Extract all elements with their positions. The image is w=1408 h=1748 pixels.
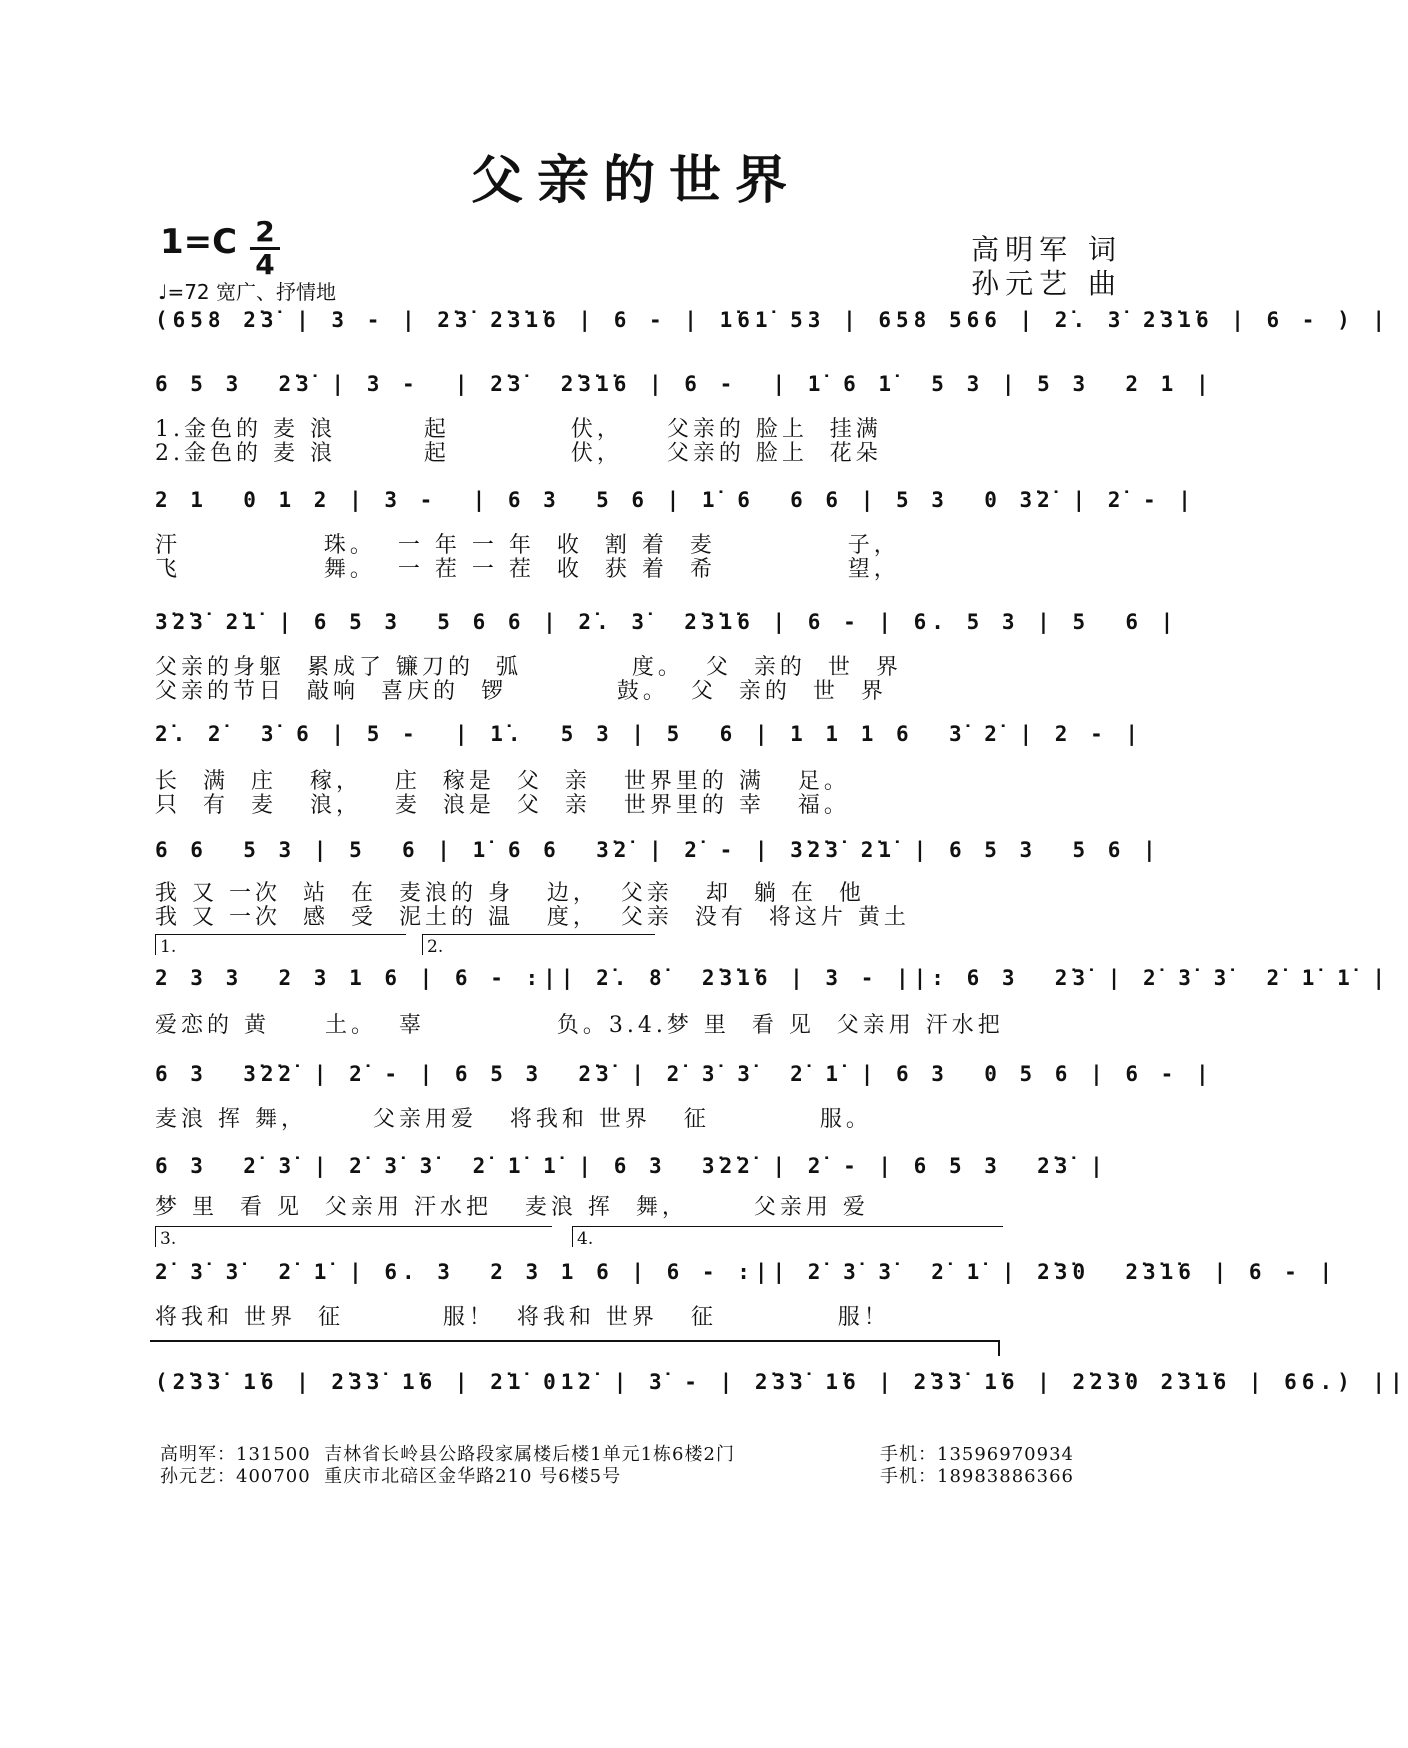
score-line-2: 6 5 3 2̇3̇ | 3 - | 2̇3̇ 2̇3̇1̇6 | 6 - | 1̇ 6 1̇ 5 3 | 5 3 2 1 | [155,372,1214,396]
score-line-10: 2̇ 3̇ 3̇ 2̇ 1̇ | 6. 3 2 3 1 6 | 6 - :|| 2̇ 3̇ 3̇ 2̇ 1̇ | 2̇3̇0 2̇3̇1̇6 | 6 - | [155,1260,1338,1284]
score-line-9: 6 3 2̇ 3̇ | 2̇ 3̇ 3̇ 2̇ 1̇ 1̇ | 6 3 3̇2̇2̇ | 2̇ - | 6 5 3 2̇3̇ | [155,1154,1108,1178]
tempo-text: =72 宽广、抒情地 [167,280,337,304]
key-signature: 1=C [160,222,238,262]
lyric-line-5-verse-2: 只 有 麦 浪， 麦 浪是 父 亲 世界里的 幸 福。 [155,793,850,818]
volta-4-bracket: 4. [572,1226,1003,1247]
score-line-11: (2̇3̇3̇ 1̇6 | 2̇3̇3̇ 1̇6 | 2̇1̇ 01̇2̇ | 3̇ - | 2̇3̇3̇ 1̇6 | 2̇3̇3̇ 1̇6 | 2̇2̇3̇0 2̇3̇1̇6 | 66.) || [155,1370,1408,1394]
volta-1-bracket: 1. [155,934,406,955]
footer-phone-lyricist: 手机：13596970934 [880,1444,1074,1465]
meter-bottom: 4 [255,248,275,281]
lyricist-credit: 高明军 词 [971,233,1122,266]
score-line-8: 6 3 3̇2̇2̇ | 2̇ - | 6 5 3 2̇3̇ | 2̇ 3̇ 3̇ 2̇ 1̇ | 6 3 0 5 6 | 6 - | [155,1062,1214,1086]
lyric-line-6-verse-1: 我 又 一次 站 在 麦浪的 身 边， 父亲 却 躺 在 他 [155,881,865,906]
composer-credit: 孙元艺 曲 [971,267,1122,300]
volta-2-bracket: 2. [422,934,655,955]
page-title: 父亲的世界 [470,151,801,211]
lyric-line-10: 将我和 世界 征 服！ 将我和 世界 征 服！ [155,1305,890,1330]
lyric-line-6-verse-2: 我 又 一次 感 受 泥土的 温 度， 父亲 没有 将这片 黄土 [155,905,910,930]
time-signature [250,215,280,281]
lyric-line-3-verse-1: 汗 珠。 一 年 一 年 收 割 着 麦 子， [155,533,900,558]
lyric-line-2-verse-1: 1.金色的 麦 浪 起 伏， 父亲的 脸上 挂满 [155,417,882,442]
score-line-3: 2 1 0 1 2 | 3 - | 6 3 5 6 | 1̇ 6 6 6 | 5 3 0 3̇2̇ | 2̇ - | [155,488,1196,512]
lyric-line-9: 梦 里 看 见 父亲用 汗水把 麦浪 挥 舞， 父亲用 爱 [155,1195,869,1220]
quarter-note-icon: ♩ [158,280,168,304]
score-line-1: (658 2̇3̇ | 3 - | 2̇3̇ 2̇3̇1̇6 | 6 - | 1̇61̇ 53 | 658 566 | 2̇. 3̇ 2̇3̇1̇6 | 6 - ) | [155,308,1391,332]
footer-contact-lyricist: 高明军：131500 吉林省长岭县公路段家属楼后楼1单元1栋6楼2门 [160,1444,735,1465]
lyric-line-8: 麦浪 挥 舞， 父亲用爱 将我和 世界 征 服。 [155,1107,872,1132]
score-line-7: 2 3 3 2 3 1 6 | 6 - :|| 2̇. 8̇ 2̇3̇1̇6 | 3 - ||: 6 3 2̇3̇ | 2̇ 3̇ 3̇ 2̇ 1̇ 1̇ | [155,966,1391,990]
score-line-5: 2̇. 2̇ 3̇ 6 | 5 - | 1̇. 5 3 | 5 6 | 1 1 1 6 3̇ 2̇ | 2 - | [155,722,1144,746]
lyric-line-4-verse-2: 父亲的节日 敲响 喜庆的 锣 鼓。 父 亲的 世 界 [155,679,887,704]
meter-top: 2 [255,215,275,248]
volta-3-bracket: 3. [155,1226,552,1247]
outro-bracket-end [998,1340,1000,1356]
outro-bracket-rule [150,1340,1000,1342]
lyric-line-3-verse-2: 飞 舞。 一 茬 一 茬 收 获 着 希 望， [155,557,900,582]
footer-contact-composer: 孙元艺：400700 重庆市北碚区金华路210 号6楼5号 [160,1466,622,1487]
score-line-6: 6 6 5 3 | 5 6 | 1̇ 6 6 3̇2̇ | 2̇ - | 3̇2̇3̇ 2̇1̇ | 6 5 3 5 6 | [155,838,1161,862]
lyric-line-5-verse-1: 长 满 庄 稼， 庄 稼是 父 亲 世界里的 满 足。 [155,769,850,794]
lyric-line-2-verse-2: 2.金色的 麦 浪 起 伏， 父亲的 脸上 花朵 [155,441,882,466]
lyric-line-7: 爱恋的 黄 土。 辜 负。3.4.梦 里 看 见 父亲用 汗水把 [155,1013,1004,1038]
tempo-marking [158,276,336,305]
footer-phone-composer: 手机：18983886366 [880,1466,1074,1487]
score-line-4: 3̇2̇3̇ 2̇1̇ | 6 5 3 5 6 6 | 2̇. 3̇ 2̇3̇1̇6 | 6 - | 6. 5 3 | 5 6 | [155,610,1179,634]
lyric-line-4-verse-1: 父亲的身躯 累成了 镰刀的 弧 度。 父 亲的 世 界 [155,655,902,680]
